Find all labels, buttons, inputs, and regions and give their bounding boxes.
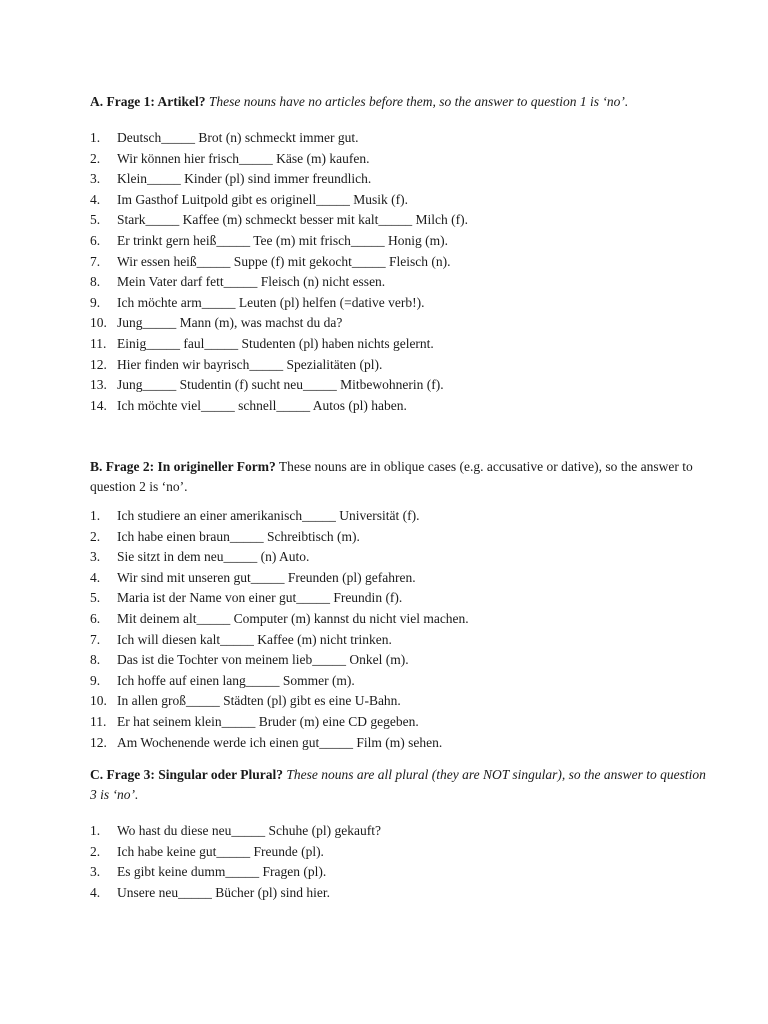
item-number: 6. [90, 232, 101, 248]
item-text: Ich habe keine gut_____ Freunde (pl). [117, 843, 324, 859]
list-item [90, 588, 710, 609]
item-text: Im Gasthof Luitpold gibt es originell_____ Musik (f). [117, 191, 408, 207]
section-a-description: These nouns have no articles before them, so the answer to question 1 is ‘no’. [208, 94, 629, 109]
list-item [90, 313, 710, 334]
item-number: 1. [90, 508, 101, 523]
item-text: Ich möchte viel_____ schnell_____ Autos (pl) haben. [117, 397, 407, 413]
item-text: Ich möchte arm_____ Leuten (pl) helfen (=dative verb!). [117, 294, 425, 310]
item-text: Er hat seinem klein_____ Bruder (m) eine CD gegeben. [117, 713, 419, 729]
item-text: Einig_____ faul_____ Studenten (pl) haben nichts gelernt. [117, 335, 434, 351]
item-text: Sie sitzt in dem neu_____ (n) Auto. [117, 549, 310, 565]
list-item [90, 272, 710, 293]
list-item [90, 355, 710, 376]
list-item [90, 231, 710, 252]
section-b-description: These nouns are in oblique cases (e.g. accusative or dative), so the answer to question 2 is ‘no’. [90, 459, 693, 494]
item-text: Mein Vater darf fett_____ Fleisch (n) nicht essen. [117, 274, 386, 290]
list-item [90, 506, 710, 527]
item-number: 13. [90, 377, 107, 393]
list-item [90, 375, 710, 396]
item-text: Am Wochenende werde ich einen gut_____ Film (m) sehen. [117, 734, 443, 750]
item-number: 6. [90, 610, 101, 626]
item-text: Ich will diesen kalt_____ Kaffee (m) nicht trinken. [117, 631, 392, 647]
item-text: Es gibt keine dumm_____ Fragen (pl). [117, 864, 327, 880]
list-item [90, 293, 710, 314]
section-a [90, 92, 710, 416]
list-item [90, 862, 710, 883]
section-c [90, 765, 710, 903]
list-item [90, 128, 710, 149]
list-item [90, 712, 710, 733]
list-item [90, 527, 710, 548]
item-number: 12. [90, 356, 107, 372]
item-text: Er trinkt gern heiß_____ Tee (m) mit frisch_____ Honig (m). [117, 232, 448, 248]
item-text: Wir essen heiß_____ Suppe (f) mit gekocht_____ Fleisch (n). [117, 253, 451, 269]
item-text: Maria ist der Name von einer gut_____ Freundin (f). [117, 590, 403, 606]
list-item [90, 547, 710, 568]
section-b-title: B. Frage 2: In origineller Form? [90, 459, 276, 474]
list-item [90, 842, 710, 863]
list-item [90, 210, 710, 231]
list-item [90, 671, 710, 692]
item-number: 2. [90, 843, 101, 859]
item-text: In allen groß_____ Städten (pl) gibt es eine U-Bahn. [117, 693, 401, 709]
section-b-heading [90, 457, 710, 497]
item-number: 10. [90, 315, 107, 331]
list-item [90, 609, 710, 630]
item-text: Unsere neu_____ Bücher (pl) sind hier. [117, 884, 330, 900]
list-item [90, 334, 710, 355]
item-text: Klein_____ Kinder (pl) sind immer freundlich. [117, 171, 372, 187]
list-item [90, 149, 710, 170]
item-number: 5. [90, 212, 101, 228]
item-number: 7. [90, 253, 101, 269]
section-b-list [90, 506, 710, 753]
item-text: Mit deinem alt_____ Computer (m) kannst du nicht viel machen. [117, 610, 469, 626]
list-item [90, 821, 710, 842]
item-text: Ich studiere an einer amerikanisch_____ Universität (f). [117, 508, 420, 523]
item-text: Wir können hier frisch_____ Käse (m) kaufen. [117, 150, 370, 166]
item-number: 1. [90, 823, 101, 838]
item-number: 12. [90, 734, 107, 750]
item-number: 4. [90, 569, 101, 585]
item-number: 1. [90, 130, 101, 145]
item-number: 11. [90, 713, 107, 729]
item-number: 8. [90, 274, 101, 290]
item-number: 10. [90, 693, 107, 709]
item-text: Ich habe einen braun_____ Schreibtisch (m). [117, 528, 360, 544]
item-number: 4. [90, 191, 101, 207]
list-item [90, 883, 710, 904]
item-text: Wo hast du diese neu_____ Schuhe (pl) gekauft? [117, 823, 381, 838]
item-text: Wir sind mit unseren gut_____ Freunden (pl) gefahren. [117, 569, 416, 585]
item-number: 9. [90, 294, 101, 310]
item-number: 3. [90, 864, 101, 880]
list-item [90, 190, 710, 211]
list-item [90, 396, 710, 417]
section-a-heading [90, 92, 710, 112]
section-c-list [90, 821, 710, 903]
item-number: 2. [90, 150, 101, 166]
list-item [90, 650, 710, 671]
item-number: 8. [90, 652, 101, 668]
list-item [90, 252, 710, 273]
list-item [90, 568, 710, 589]
section-c-description: These nouns are all plural (they are NOT singular), so the answer to question 3 is ‘no’. [90, 767, 706, 802]
list-item [90, 691, 710, 712]
item-text: Jung_____ Mann (m), was machst du da? [117, 315, 343, 331]
item-number: 3. [90, 171, 101, 187]
list-item [90, 630, 710, 651]
item-text: Ich hoffe auf einen lang_____ Sommer (m). [117, 672, 355, 688]
section-a-list [90, 128, 710, 416]
item-text: Das ist die Tochter von meinem lieb_____ Onkel (m). [117, 652, 409, 668]
section-c-title: C. Frage 3: Singular oder Plural? [90, 767, 283, 782]
item-number: 7. [90, 631, 101, 647]
item-number: 2. [90, 528, 101, 544]
list-item [90, 733, 710, 754]
section-c-heading [90, 765, 710, 805]
item-number: 9. [90, 672, 101, 688]
item-text: Hier finden wir bayrisch_____ Spezialitäten (pl). [117, 356, 383, 372]
section-b [90, 457, 710, 753]
section-a-title: A. Frage 1: Artikel? [90, 94, 206, 109]
item-text: Jung_____ Studentin (f) sucht neu_____ Mitbewohnerin (f). [117, 377, 444, 393]
item-text: Deutsch_____ Brot (n) schmeckt immer gut. [117, 130, 359, 145]
item-text: Stark_____ Kaffee (m) schmeckt besser mit kalt_____ Milch (f). [117, 212, 469, 228]
item-number: 3. [90, 549, 101, 565]
item-number: 5. [90, 590, 101, 606]
item-number: 4. [90, 884, 101, 900]
list-item [90, 169, 710, 190]
item-number: 14. [90, 397, 107, 413]
item-number: 11. [90, 335, 107, 351]
